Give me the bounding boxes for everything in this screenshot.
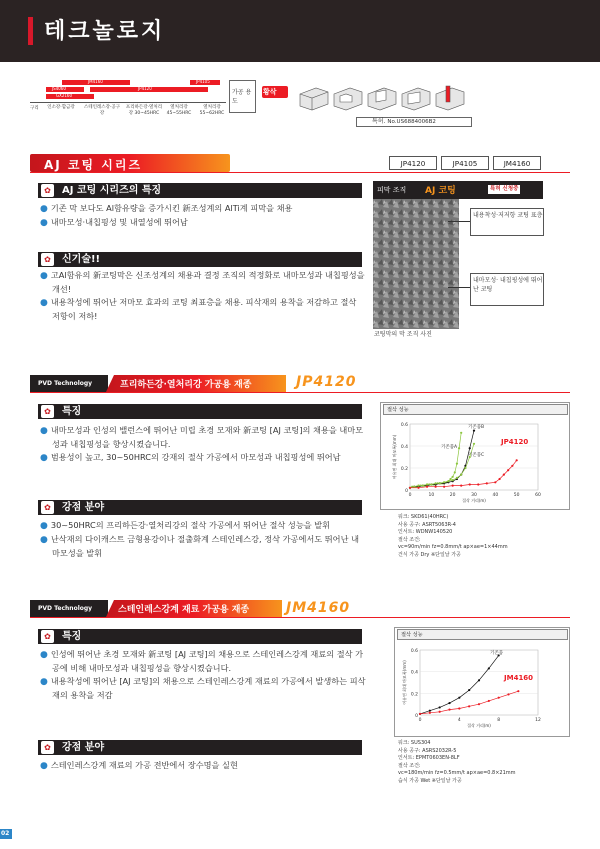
data-point — [517, 690, 519, 692]
aj-feature-title: AJ 코팅 시리즈의 특징 — [62, 185, 162, 196]
x-tick-label: 0 — [418, 718, 422, 723]
data-point — [417, 487, 419, 489]
data-point — [478, 703, 480, 705]
data-point — [468, 689, 470, 691]
data-point — [452, 485, 454, 487]
data-point — [422, 485, 424, 487]
data-point — [439, 482, 441, 484]
data-point — [454, 471, 456, 473]
y-axis-label: 여유면 최대 마모폭(mm) — [402, 660, 407, 705]
aj-feature-list — [40, 202, 365, 230]
list-item: ● 스테인레스강계 재료의 가공 전반에서 장수명을 실현 — [40, 760, 238, 771]
list-item: ● 내용착성에 뛰어난 [AJ 코팅]의 채용으로 스테인레스강계 재료의 가공에서 발생하는 피삭재의 용착을 저감 — [40, 676, 366, 700]
series-label: 기존품C — [468, 453, 485, 458]
data-point — [443, 486, 445, 488]
use-label: 가공 용도 — [232, 89, 252, 105]
list-item: ● 30~50HRC의 프리하든강·열처리강의 절삭 가공에서 뛰어난 절삭 성능을 발휘 — [40, 520, 331, 531]
grade-tag-jp4105: JP4105 — [441, 156, 489, 170]
page-number: 02 — [1, 830, 10, 837]
jm4160-feature-header — [38, 629, 362, 644]
condition-line: 건식 가공 Dry ※단일날 가공 — [398, 551, 461, 558]
jm4160-feature-list — [40, 648, 366, 702]
axis-label: 스테인레스강·공구강 — [83, 105, 121, 116]
coating-photo — [373, 199, 459, 329]
list-item: ● 기존 막 보다도 Al함유량을 증가시킨 新조성계의 AlTi계 피막을 채용 — [40, 203, 293, 214]
data-point — [430, 483, 432, 485]
data-point — [426, 483, 428, 485]
x-tick-label: 60 — [535, 493, 541, 498]
data-point — [488, 700, 490, 702]
list-item: ● 고Al함유의 新코팅막은 신조성계의 채용과 결정 조직의 적정화로 내마모성과 내칩핑성을 개선! — [40, 270, 365, 294]
jp4120-feature-header — [38, 404, 362, 419]
axis-label: 인소강·합금강 — [47, 105, 75, 110]
jm4160-chart — [394, 640, 570, 737]
condition-line: vc=90m/min fz=0.8mm/t ap×ae=1×44mm — [398, 544, 508, 550]
series-label: JM4160 — [504, 674, 534, 682]
data-point — [448, 708, 450, 710]
x-tick-label: 30 — [471, 493, 477, 498]
aj-newtech-title: 신기술!! — [62, 254, 101, 265]
data-point — [409, 487, 411, 489]
data-point — [435, 486, 437, 488]
data-point — [439, 711, 441, 713]
data-point — [488, 667, 490, 669]
data-point — [429, 712, 431, 714]
jm4160-grade: JM4160 — [286, 600, 351, 616]
y-axis-label: 여유면 최대 마모폭(mm) — [392, 434, 397, 480]
data-point — [439, 706, 441, 708]
data-point — [473, 443, 475, 445]
data-point — [456, 477, 458, 479]
aj-series-title: AJ 코팅 시리즈 — [44, 158, 143, 172]
jm4160-conditions — [398, 740, 568, 785]
jm4160-feature-title: 특징 — [62, 631, 82, 642]
condition-line: 절삭 조건: — [398, 762, 421, 769]
callout-arrow — [448, 287, 470, 288]
jm4160-chart-title: 절삭 성능 — [397, 629, 568, 640]
jp4120-chart-title: 절삭 성능 — [383, 404, 568, 415]
jp4120-grade: JP4120 — [296, 374, 357, 390]
aj-newtech-list — [40, 269, 365, 323]
data-point — [447, 480, 449, 482]
y-tick-label: 0.6 — [400, 423, 408, 428]
callout-surface-text: 내용착성·저저항 코팅 표층 — [473, 212, 543, 219]
x-tick-label: 10 — [428, 493, 435, 498]
data-point — [494, 481, 496, 483]
condition-line: 인서트: EPMT0603EN-8LF — [398, 755, 460, 761]
x-axis-label: 절삭 거리(m) — [462, 498, 486, 503]
y-tick-label: 0.4 — [400, 445, 408, 450]
list-item: ● 내마모성·내칩핑성 및 내열성에 뛰어남 — [40, 217, 188, 228]
x-tick-label: 4 — [457, 718, 461, 723]
jp4120-adv-title: 강점 분야 — [62, 502, 105, 513]
list-item: ● 난삭재의 다이캐스트 금형용강이나 절출화계 스테인레스강, 정삭 가공에서도 뛰어난 내마모성을 발휘 — [40, 534, 360, 558]
data-point — [498, 697, 500, 699]
data-point — [458, 707, 460, 709]
cutting-shapes — [296, 80, 472, 112]
x-tick-label: 40 — [492, 493, 499, 498]
range-bar-label: JS4060 — [52, 86, 66, 91]
list-item: ● 범용성이 높고, 30~50HRC의 강재의 절삭 가공에서 마모성과 내칩핑성에 뛰어남 — [40, 452, 341, 463]
range-bar-label: GX2160 — [56, 93, 73, 98]
rough-label: 황삭 — [263, 88, 277, 96]
jp4120-subtitle: 프리하든강·열처리강 가공용 재종 — [120, 380, 252, 390]
list-item: ● 내용착성에 뛰어난 저마모 효과의 코팅 최표층을 채용. 피삭재의 용착을 저감하고 절삭 저항이 저하! — [40, 297, 357, 321]
data-point — [460, 485, 462, 487]
data-point — [443, 481, 445, 483]
condition-line: 사용 공구: ASRS2032R-5 — [398, 747, 457, 754]
data-point — [456, 463, 458, 465]
data-point — [452, 479, 454, 481]
data-point — [486, 482, 488, 484]
condition-line: 인서트: WDNW140520 — [398, 529, 453, 535]
data-point — [449, 478, 451, 480]
jp4120-banner-line — [30, 392, 570, 393]
data-point — [417, 485, 419, 487]
section-icon: ✿ — [41, 501, 54, 514]
jm4160-pvd-label: PVD Technology — [38, 605, 93, 612]
axis-label: 프리하든강·열처리강 30~45HRC — [125, 105, 163, 116]
list-item: ● 인성에 뛰어난 초경 모재와 新코팅 [AJ 코팅]의 채용으로 스테인레스강계 재료의 절삭 가공에 비해 내마모성과 내칩핑성을 향상시켰습니다. — [40, 649, 364, 673]
header-accent — [28, 17, 33, 45]
y-tick-label: 0.6 — [410, 649, 418, 654]
data-point — [435, 482, 437, 484]
data-point — [468, 705, 470, 707]
patent-number: No.US6884006B2 — [387, 119, 436, 125]
application-range-chart — [30, 78, 226, 120]
x-tick-label: 8 — [497, 718, 501, 723]
data-point — [511, 465, 513, 467]
jm4160-banner-line — [30, 617, 570, 618]
range-bar-label: JM4160 — [88, 79, 103, 84]
y-tick-label: 0 — [415, 714, 418, 719]
jp4120-feature-list — [40, 424, 366, 465]
data-point — [464, 467, 466, 469]
y-tick-label: 0 — [405, 489, 408, 494]
y-tick-label: 0.2 — [410, 692, 418, 698]
y-tick-label: 0.2 — [400, 467, 408, 472]
range-bar-label: JP4105 — [196, 79, 210, 84]
series-label: 기존품B — [468, 425, 485, 430]
x-tick-label: 12 — [535, 718, 541, 723]
condition-line: 습식 가공 Wet ※단일날 가공 — [398, 777, 462, 784]
axis-label: 열처리강 45~55HRC — [166, 105, 192, 116]
condition-line: 워크: SKD61(40HRC) — [398, 514, 449, 520]
jp4120-pvd-label: PVD Technology — [38, 380, 93, 387]
jm4160-subtitle: 스테인레스강계 재료 가공용 재종 — [118, 605, 250, 615]
aj-banner-line — [30, 172, 570, 173]
data-point — [419, 713, 421, 715]
series-label: JP4120 — [501, 438, 529, 446]
data-point — [478, 679, 480, 681]
data-point — [458, 697, 460, 699]
condition-line: 사용 공구: ASRT5063R-4 — [398, 521, 456, 528]
section-icon: ✿ — [41, 741, 54, 754]
section-icon: ✿ — [41, 630, 54, 643]
condition-line: vc=180m/min fz=0.5mm/t ap×ae=0.8×21mm — [398, 770, 516, 776]
patent-pending-badge: 특허 신청중 — [490, 186, 519, 192]
series-label: 기존품 — [490, 651, 504, 656]
x-tick-label: 20 — [449, 493, 456, 498]
photo-title: AJ 코팅 — [425, 186, 456, 196]
data-point — [458, 447, 460, 449]
section-icon: ✿ — [41, 184, 54, 197]
data-point — [460, 474, 462, 476]
section-icon: ✿ — [41, 405, 54, 418]
data-point — [507, 693, 509, 695]
series-label: 기존품A — [441, 445, 458, 450]
patent-label — [372, 118, 436, 126]
y-tick-label: 0.4 — [410, 670, 418, 676]
jp4120-adv-list — [40, 519, 366, 560]
data-point — [426, 486, 428, 488]
data-point — [429, 710, 431, 712]
patent-prefix: 특허. — [372, 118, 386, 125]
data-point — [477, 483, 479, 485]
callout-body-text: 내마모성· 내칩핑성에 뛰어난 코팅 — [473, 277, 543, 293]
grade-tag-jp4120: JP4120 — [389, 156, 437, 170]
condition-line: 워크: SUS304 — [398, 740, 431, 746]
axis-label: 열처리강 55~62HRC — [199, 105, 225, 116]
section-icon: ✿ — [41, 253, 54, 266]
jm4160-adv-title: 강점 분야 — [62, 742, 105, 753]
jp4120-chart — [380, 414, 570, 510]
data-point — [452, 476, 454, 478]
condition-line: 절삭 조건: — [398, 536, 421, 543]
list-item: ● 내마모성과 인성의 밸런스에 뛰어난 미립 초경 모재와 新코팅 [AJ 코팅]의 채용을 내마모성과 내칩핑성을 향상시켰습니다. — [40, 425, 364, 449]
data-point — [448, 702, 450, 704]
jp4120-feature-title: 특징 — [62, 406, 82, 417]
x-axis-label: 절삭 거리(m) — [467, 723, 491, 728]
jp4120-conditions — [398, 514, 568, 559]
data-point — [469, 447, 471, 449]
data-point — [460, 432, 462, 434]
data-point — [516, 459, 518, 461]
axis-label: 구리 — [30, 106, 39, 111]
jm4160-adv-list — [40, 759, 366, 773]
data-point — [503, 474, 505, 476]
x-tick-label: 0 — [408, 493, 412, 498]
data-point — [469, 483, 471, 485]
grade-tag-jm4160: JM4160 — [493, 156, 541, 170]
data-point — [499, 478, 501, 480]
x-tick-label: 50 — [513, 493, 520, 498]
photo-caption: 코팅막의 막 조직 사진 — [374, 331, 432, 338]
range-bar-label: JP4120 — [138, 86, 152, 91]
callout-arrow — [448, 221, 470, 222]
photo-header: 피막 조직 — [377, 186, 407, 194]
page-title: 테크놀로지 — [44, 19, 166, 44]
data-point — [507, 469, 509, 471]
